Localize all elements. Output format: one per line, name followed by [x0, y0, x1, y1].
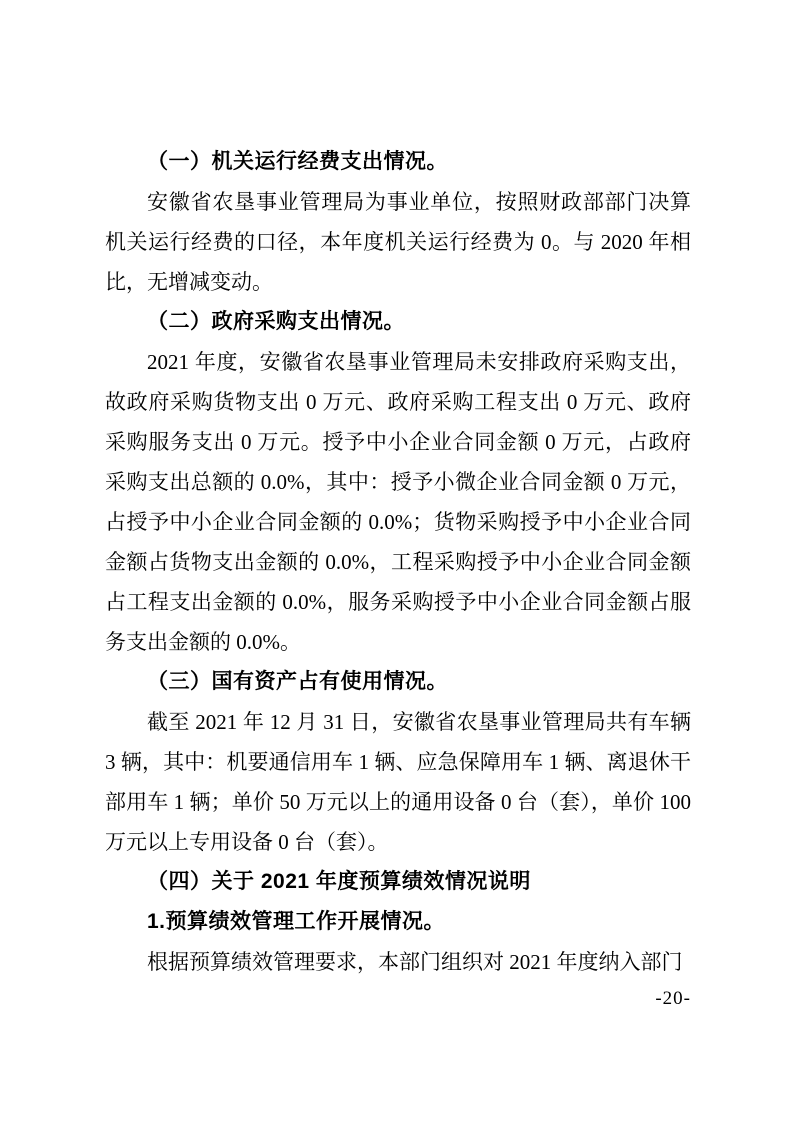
document-content: [105, 142, 691, 982]
section-heading-operating-expenses: （一）机关运行经费支出情况。: [147, 150, 448, 173]
section-heading-state-assets: （三）国有资产占有使用情况。: [147, 670, 448, 693]
paragraph-operating-expenses: 安徽省农垦事业管理局为事业单位，按照财政部部门决算机关运行经费的口径，本年度机关运行经费为 0。与 2020 年相比，无增减变动。: [105, 190, 691, 294]
paragraph-gov-procurement: 2021 年度，安徽省农垦事业管理局未安排政府采购支出，故政府采购货物支出 0 万元、政府采购工程支出 0 万元、政府采购服务支出 0 万元。授予中小企业合同金额 0 万元，占政府采购支出总额的 0.0%，其中：授予小微企业合同金额 0 万元，占授予中小企业合同金额的 0.0%；货物采购授予中小企业合同金额占货物支出金额的 0.0%，工程采购授予中小企业合同金额占工程支出金额的 0.0%，服务采购授予中小企业合同金额占服务支出金额的 0.0%。: [105, 350, 691, 654]
page-number: -20-: [655, 988, 691, 1009]
section-heading-budget-performance: （四）关于 2021 年度预算绩效情况说明: [147, 870, 531, 893]
subheading-performance-management: 1.预算绩效管理工作开展情况。: [147, 910, 446, 933]
paragraph-state-assets: 截至 2021 年 12 月 31 日，安徽省农垦事业管理局共有车辆 3 辆，其中：机要通信用车 1 辆、应急保障用车 1 辆、离退休干部用车 1 辆；单价 50 万元以上的通用设备 0 台（套），单价 100 万元以上专用设备 0 台（套）。: [105, 710, 691, 854]
paragraph-performance-management: 根据预算绩效管理要求，本部门组织对 2021 年度纳入部门: [147, 950, 683, 974]
section-heading-gov-procurement: （二）政府采购支出情况。: [147, 310, 405, 333]
